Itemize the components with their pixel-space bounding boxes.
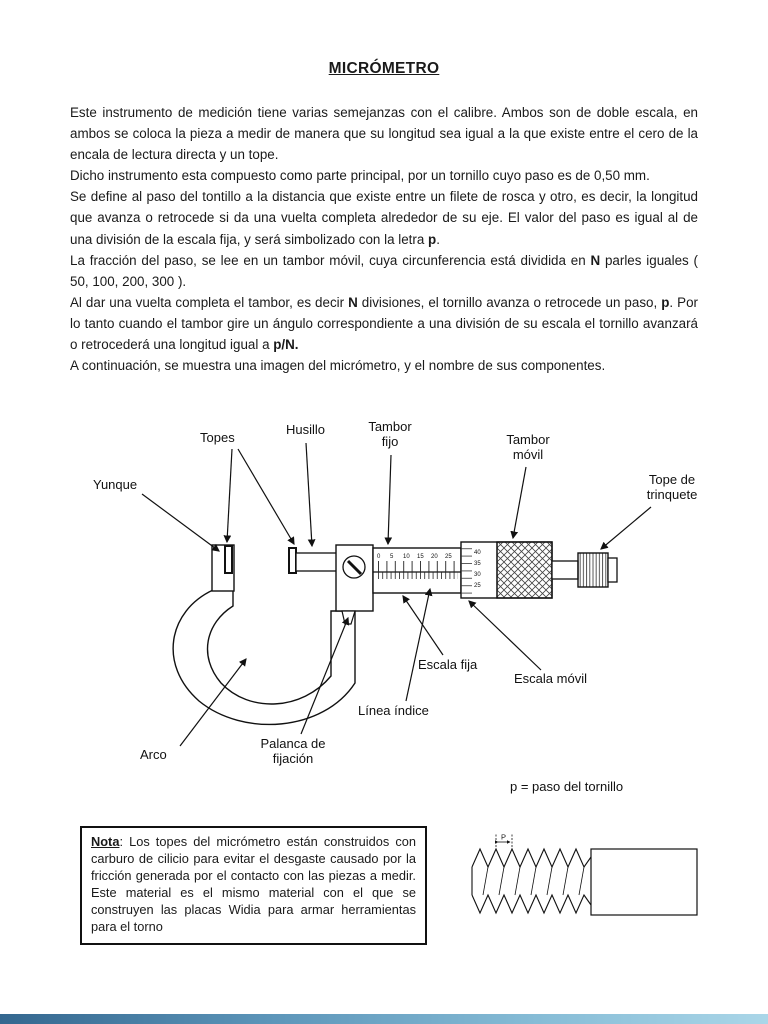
- spindle-face-shape: [289, 548, 296, 573]
- label-tope-trinquete: Tope de trinquete: [646, 472, 698, 502]
- barrel-ticks-bottom: [376, 572, 458, 579]
- frame-arco-shape: [173, 590, 355, 724]
- paragraph: La fracción del paso, se lee en un tambor móvil, cuya circunferencia está dividida en N parles iguales ( 50, 100, 200, 300 ).: [70, 252, 698, 289]
- label-husillo: Husillo: [286, 422, 326, 437]
- thread-top-profile: [472, 849, 591, 867]
- thimble-knurl: [497, 542, 552, 598]
- label-arco: Arco: [140, 747, 167, 762]
- barrel-number: 10: [403, 554, 410, 560]
- label-yunque: Yunque: [93, 477, 138, 492]
- note-text: : Los topes del micrómetro están construidos con carburo de cilicio para evitar el desgaste causado por la fricción generada por el contacto con las piezas a medir. Este material es el mismo material con el que se construyen las placas Widia para armar herramientas para el torno: [91, 834, 416, 934]
- micrometer-drawing: [0, 415, 768, 775]
- ratchet-cap-shape: [608, 558, 617, 582]
- pitch-dimension: [496, 833, 512, 848]
- barrel-number: 25: [445, 554, 452, 560]
- label-linea-indice: Línea índice: [358, 703, 429, 718]
- barrel-number: 15: [417, 554, 424, 560]
- paragraph: Al dar una vuelta completa el tambor, es decir N divisiones, el tornillo avanza o retrocede un paso, p. Por lo tanto cuando el tambor gire un ángulo correspondiente a una división de su escala el tornillo avanzará o retrocederá una longitud igual a p/N.: [70, 294, 698, 353]
- arrow-husillo: [306, 443, 312, 546]
- screw-shank-shape: [591, 849, 697, 915]
- viewer-footer-bar: [0, 1014, 768, 1024]
- arrow-tambor-movil: [513, 467, 526, 538]
- arrow-escala-fija: [403, 596, 443, 655]
- thread-bottom-profile: [472, 895, 591, 913]
- body-paragraphs: [70, 102, 698, 376]
- paragraph: Este instrumento de medición tiene varias semejanzas con el calibre. Ambos son de doble escala, en ambos se coloca la pieza a medir de manera que su longitud sea igual a la que existe entre el cero de la encala de lectura directa y un tope.: [70, 105, 698, 163]
- label-topes: Topes: [200, 430, 235, 445]
- paragraph: A continuación, se muestra una imagen del micrómetro, y el nombre de sus componentes.: [70, 358, 606, 374]
- label-escala-fija: Escala fija: [418, 657, 478, 672]
- arrow-escala-movil: [469, 601, 541, 670]
- label-tambor-movil: Tambor móvil: [506, 432, 550, 462]
- thimble-number: 30: [474, 572, 481, 578]
- thread-helix-lines: [483, 867, 584, 895]
- barrel-number: 0: [377, 554, 381, 560]
- label-palanca: Palanca de fijación: [260, 736, 326, 766]
- barrel-number: 5: [390, 554, 394, 560]
- arrow-topes-anvil: [227, 449, 232, 542]
- document-title: MICRÓMETRO: [328, 60, 440, 77]
- micrometer-diagram: [0, 415, 768, 775]
- ratchet-stem-shape: [552, 561, 578, 579]
- thimble-number: 25: [474, 583, 481, 589]
- arrow-tambor-fijo: [388, 455, 391, 544]
- thimble-ticks: [461, 546, 472, 596]
- thimble-number: 40: [474, 550, 481, 556]
- paragraph: Dicho instrumento esta compuesto como parte principal, por un tornillo cuyo paso es de 0,50 mm.: [70, 168, 650, 184]
- note-label: Nota: [91, 834, 120, 849]
- anvil-face-shape: [225, 546, 232, 573]
- label-escala-movil: Escala móvil: [514, 671, 587, 686]
- pitch-caption: p = paso del tornillo: [510, 779, 624, 794]
- barrel-ticks-top: [376, 561, 458, 572]
- thimble-number: 35: [474, 561, 481, 567]
- label-tambor-fijo: Tambor fijo: [368, 419, 412, 449]
- arrow-yunque: [142, 494, 219, 551]
- note-box: [80, 826, 427, 945]
- spindle-shape: [296, 553, 338, 571]
- arrow-trinquete: [601, 507, 651, 549]
- arrow-topes-spindle: [238, 449, 294, 544]
- ratchet-knurl-shape: [578, 553, 608, 587]
- pitch-dim-label: P: [501, 832, 507, 842]
- screw-thread-figure: [463, 831, 708, 933]
- barrel-number: 20: [431, 554, 438, 560]
- paragraph: Se define al paso del tontillo a la distancia que existe entre un filete de rosca y otro, es decir, la longitud que avanza o retrocede si da una vuelta completa alrededor de su eje. El valor del paso es igual al de una división de la escala fija, y será simbolizado con la letra p.: [70, 189, 698, 247]
